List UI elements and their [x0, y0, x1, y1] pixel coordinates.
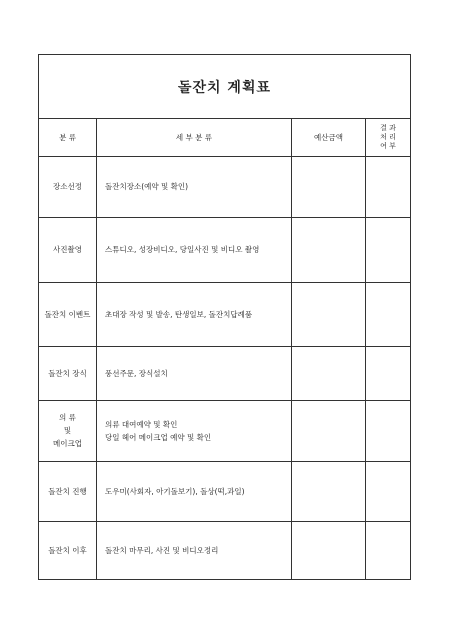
- row-detail: [97, 346, 292, 400]
- row-budget-cell[interactable]: [292, 461, 366, 521]
- planning-sheet: [38, 54, 411, 580]
- row-category-line: 메이크업: [53, 439, 82, 448]
- row-detail-line: 도우미(사회자, 아기돌보기), 돌상(떡,과일): [105, 486, 245, 496]
- row-category: 돌잔치 이벤트: [39, 282, 97, 346]
- row-approval-cell[interactable]: [366, 521, 410, 579]
- page-title: 돌잔치 계획표: [177, 79, 272, 96]
- table-row: [39, 521, 410, 579]
- row-detail: [97, 156, 292, 217]
- row-category: [39, 400, 97, 461]
- table-row: [39, 400, 410, 462]
- row-approval-cell[interactable]: [366, 461, 410, 521]
- row-detail: [97, 400, 292, 461]
- header-approval-line2: 처 리: [380, 132, 396, 141]
- row-detail: [97, 282, 292, 346]
- row-detail: [97, 521, 292, 579]
- row-detail-line: 초대장 작성 및 발송, 탄생일보, 돌잔치답례품: [105, 309, 253, 319]
- row-approval-cell[interactable]: [366, 156, 410, 217]
- table-header: [39, 118, 410, 157]
- row-budget-cell[interactable]: [292, 217, 366, 282]
- row-budget-cell[interactable]: [292, 521, 366, 579]
- row-detail-line: 풍선주문, 장식설치: [105, 368, 168, 378]
- row-detail-line: 돌잔치장소(예약 및 확인): [105, 182, 189, 191]
- row-category-line: 및: [63, 426, 72, 435]
- header-budget: 예산금액: [292, 118, 366, 156]
- row-approval-cell[interactable]: [366, 282, 410, 346]
- header-category: 분 류: [39, 118, 97, 156]
- row-approval-cell[interactable]: [366, 346, 410, 400]
- row-category: 돌잔치 이후: [39, 521, 97, 579]
- row-approval-cell[interactable]: [366, 217, 410, 282]
- row-budget-cell[interactable]: [292, 346, 366, 400]
- table-row: [39, 346, 410, 401]
- row-budget-cell[interactable]: [292, 282, 366, 346]
- row-category: 사진촬영: [39, 217, 97, 282]
- row-category: 돌잔치 진행: [39, 461, 97, 521]
- table-row: [39, 461, 410, 522]
- row-budget-cell[interactable]: [292, 156, 366, 217]
- row-detail: [97, 461, 292, 521]
- row-approval-cell[interactable]: [366, 400, 410, 461]
- title-band: [39, 55, 410, 119]
- header-approval-line1: 결 과: [380, 123, 396, 132]
- row-detail-line: 당일 헤어 메이크업 예약 및 확인: [105, 432, 212, 442]
- row-category: 돌잔치 장식: [39, 346, 97, 400]
- header-detail: 세 부 분 류: [97, 118, 292, 156]
- table-row: [39, 217, 410, 283]
- header-approval: [366, 118, 410, 156]
- row-detail-line: 의류 대여예약 및 확인: [105, 419, 178, 429]
- row-detail: [97, 217, 292, 282]
- row-detail-line: 스튜디오, 성장비디오, 당일사진 및 비디오 촬영: [105, 245, 260, 254]
- table-row: [39, 282, 410, 347]
- row-budget-cell[interactable]: [292, 400, 366, 461]
- row-category-line: 의 류: [59, 413, 76, 422]
- row-detail-line: 돌잔치 마무리, 사진 및 비디오정리: [105, 545, 219, 555]
- header-approval-line3: 여 부: [380, 141, 396, 150]
- table-row: [39, 156, 410, 218]
- row-category: 장소선정: [39, 156, 97, 217]
